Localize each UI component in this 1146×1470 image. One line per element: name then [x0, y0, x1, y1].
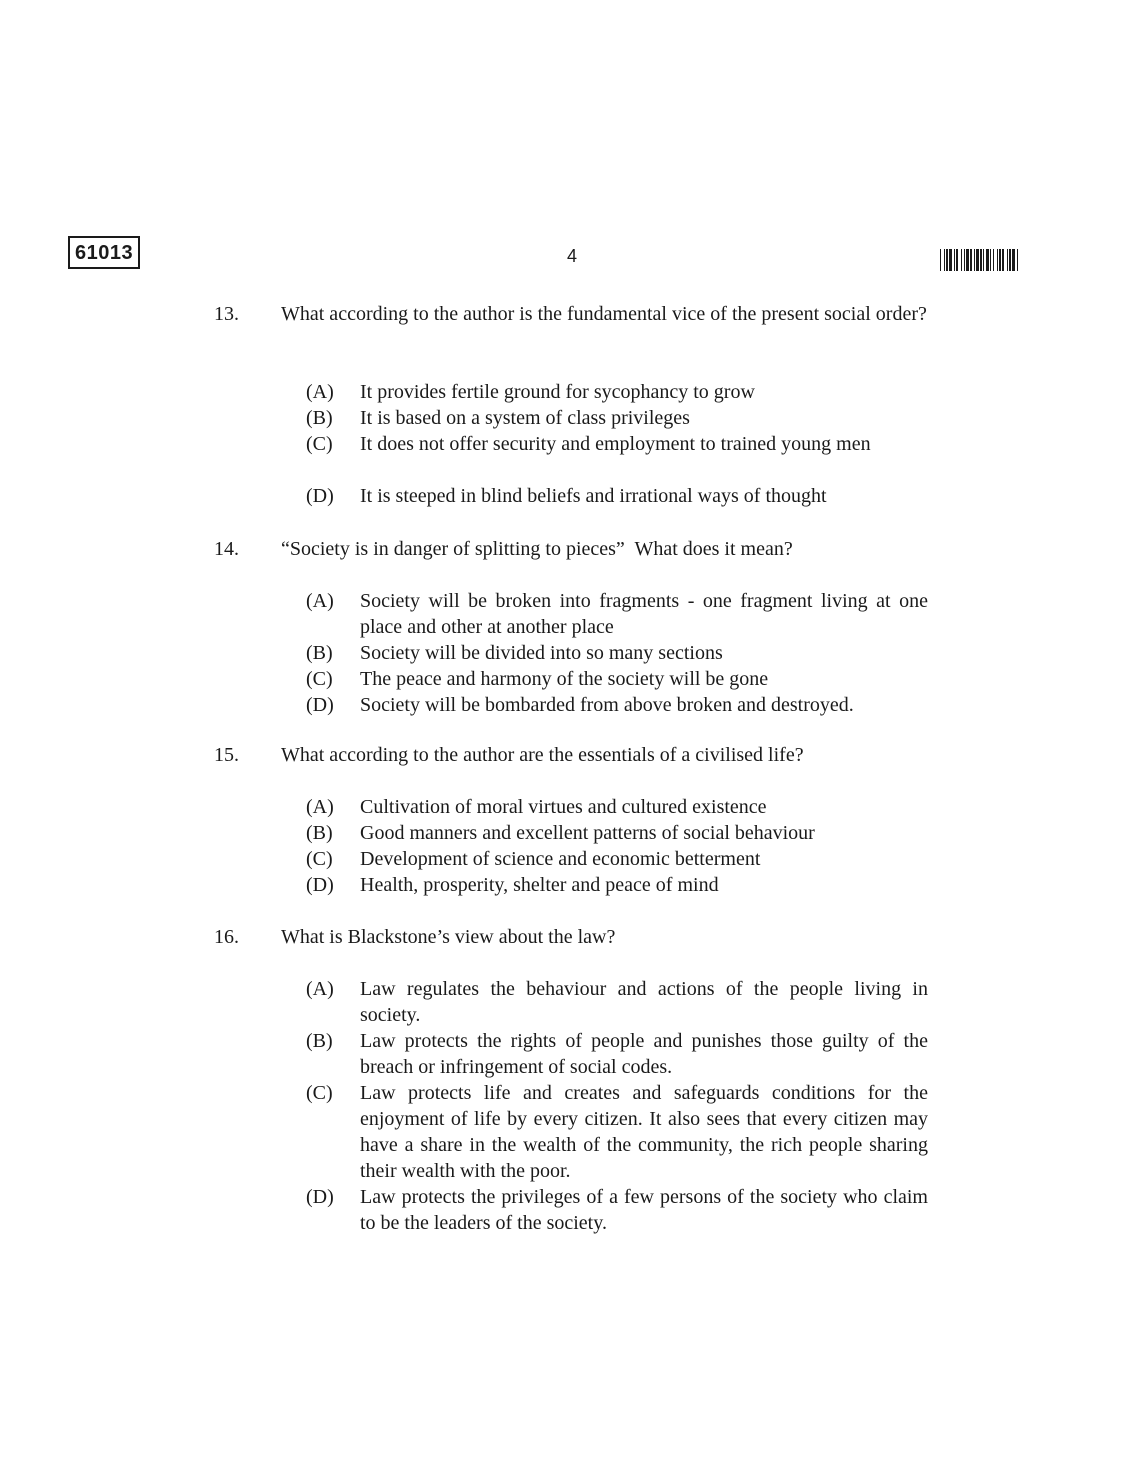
- question-number: 13.: [214, 303, 239, 325]
- option-text: Society will be bombarded from above broken and destroyed.: [360, 694, 854, 716]
- paper-code: 61013: [68, 236, 140, 269]
- question-text: What according to the author is the fundamental vice of the present social order?: [281, 303, 927, 325]
- question-number: 14.: [214, 538, 239, 560]
- option-text: Law regulates the behaviour and actions of the people living in society.: [360, 978, 928, 1026]
- option-letter: (B): [306, 1030, 333, 1052]
- option-letter: (A): [306, 796, 334, 818]
- option-letter: (A): [306, 978, 334, 1000]
- option-letter: (C): [306, 668, 333, 690]
- question-number: 15.: [214, 744, 239, 766]
- option-letter: (D): [306, 485, 334, 507]
- option-letter: (A): [306, 381, 334, 403]
- option-text: Law protects the rights of people and punishes those guilty of the breach or infringement of social codes.: [360, 1030, 928, 1078]
- option-text: Society will be broken into fragments - one fragment living at one place and other at another place: [360, 590, 928, 638]
- barcode: [940, 249, 1080, 271]
- barcode-bar: [1018, 249, 1019, 271]
- option-letter: (C): [306, 848, 333, 870]
- option-letter: (D): [306, 1186, 334, 1208]
- option-text: Health, prosperity, shelter and peace of mind: [360, 874, 719, 896]
- question-text: What according to the author are the essentials of a civilised life?: [281, 744, 804, 766]
- option-letter: (D): [306, 874, 334, 896]
- question-text: What is Blackstone’s view about the law?: [281, 926, 616, 948]
- option-letter: (C): [306, 1082, 333, 1104]
- option-text: Development of science and economic betterment: [360, 848, 761, 870]
- option-letter: (A): [306, 590, 334, 612]
- option-text: Good manners and excellent patterns of social behaviour: [360, 822, 815, 844]
- option-letter: (D): [306, 694, 334, 716]
- option-letter: (B): [306, 642, 333, 664]
- question-text: “Society is in danger of splitting to pieces” What does it mean?: [281, 538, 793, 560]
- option-text: It is steeped in blind beliefs and irrational ways of thought: [360, 485, 827, 507]
- option-text: It is based on a system of class privileges: [360, 407, 690, 429]
- option-text: Society will be divided into so many sections: [360, 642, 723, 664]
- page-number: 4: [566, 246, 577, 266]
- option-letter: (B): [306, 822, 333, 844]
- option-text: It provides fertile ground for sycophancy to grow: [360, 381, 755, 403]
- question-number: 16.: [214, 926, 239, 948]
- option-text: The peace and harmony of the society will be gone: [360, 668, 769, 690]
- option-text: Law protects life and creates and safeguards conditions for the enjoyment of life by every citizen. It also sees that every citizen may have a share in the wealth of the community, the rich people sharing their wealth with the poor.: [360, 1082, 928, 1182]
- option-letter: (C): [306, 433, 333, 455]
- option-text: It does not offer security and employment to trained young men: [360, 433, 871, 455]
- option-text: Law protects the privileges of a few persons of the society who claim to be the leaders of the society.: [360, 1186, 928, 1234]
- option-text: Cultivation of moral virtues and cultured existence: [360, 796, 767, 818]
- option-letter: (B): [306, 407, 333, 429]
